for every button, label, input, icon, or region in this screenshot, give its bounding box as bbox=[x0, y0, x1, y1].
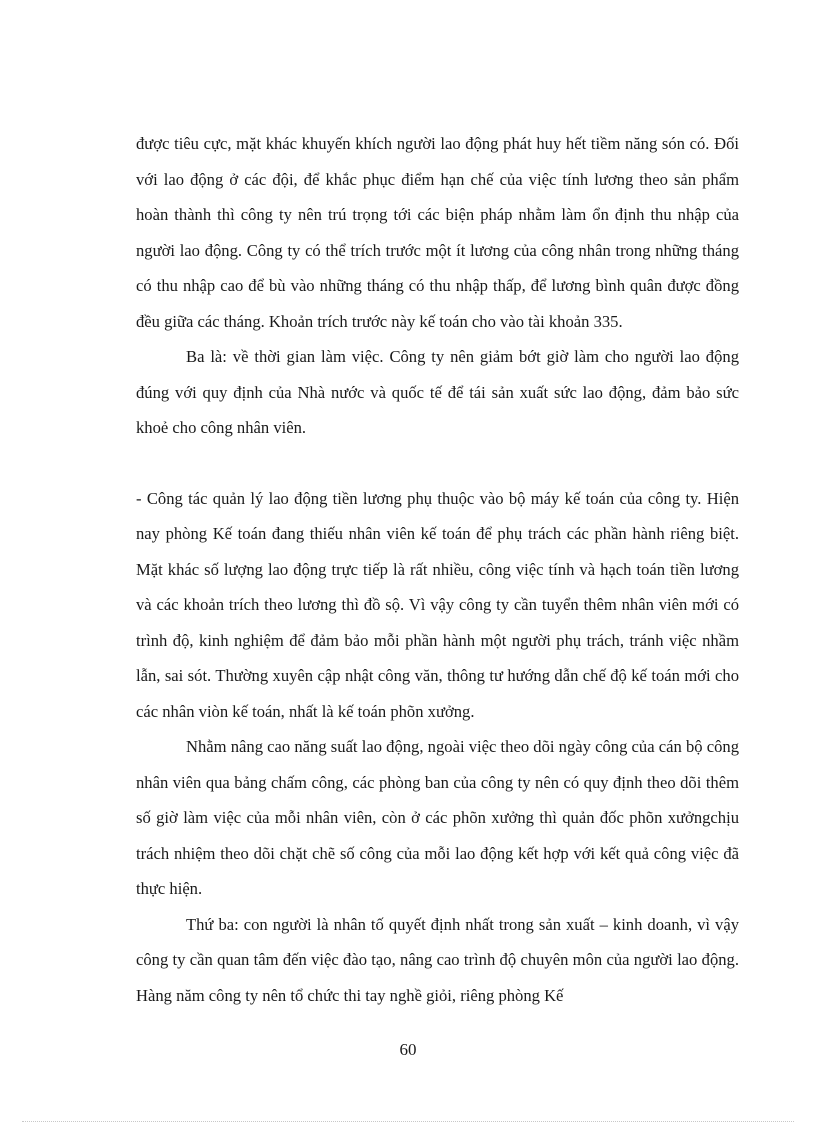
paragraph-human-factor: Thứ ba: con người là nhân tố quyết định nhất trong sản xuất – kinh doanh, vì vậy công ty cần quan tâm đến việc đào tạo, nâng cao trình độ chuyên môn của người lao động. Hàng năm công ty nên tổ chức thi tay nghề giỏi, riêng phòng Kế bbox=[136, 914, 739, 1005]
page-number: 60 bbox=[399, 1040, 417, 1059]
document-body bbox=[136, 126, 739, 1013]
page-bottom-divider bbox=[22, 1121, 794, 1122]
paragraph-continued-intro: được tiêu cực, mặt khác khuyến khích người lao động phát huy hết tiềm năng són có. Đối với lao động ở các đội, để khắc phục điểm hạn chế của việc tính lương theo sản phẩm hoàn thành thì công ty nên trú trọng tới các biện pháp nhằm làm ổn định thu nhập của người lao động. Công ty có thể trích trước một ít lương của công nhân trong những tháng có thu nhập cao để bù vào những tháng có thu nhập thấp, để lương bình quân được đồng đều giữa các tháng. Khoản trích trước này kế toán cho vào tài khoản 335. bbox=[136, 134, 739, 331]
paragraph-working-time: Ba là: về thời gian làm việc. Công ty nên giảm bớt giờ làm cho người lao động đúng với quy định của Nhà nước và quốc tế để tái sản xuất sức lao động, đảm bảo sức khoẻ cho công nhân viên. bbox=[136, 347, 739, 437]
paragraph-productivity: Nhằm nâng cao năng suất lao động, ngoài việc theo dõi ngày công của cán bộ công nhân viên qua bảng chấm công, các phòng ban của công ty nên có quy định theo dõi thêm số giờ làm việc của mỗi nhân viên, còn ở các phõn xưởng thì quản đốc phõn xưởngchịu trách nhiệm theo dõi chặt chẽ số công của mỗi lao động kết hợp với kết quả công việc đã thực hiện. bbox=[136, 737, 739, 898]
paragraph-accounting-staff: - Công tác quản lý lao động tiền lương phụ thuộc vào bộ máy kế toán của công ty. Hiện nay phòng Kế toán đang thiếu nhân viên kế toán để phụ trách các phần hành riêng biệt. Mặt khác số lượng lao động trực tiếp là rất nhiều, công việc tính và hạch toán tiền lương và các khoản trích theo lương thì đồ sộ. Vì vậy công ty cần tuyển thêm nhân viên mới có trình độ, kinh nghiệm để đảm bảo mỗi phần hành một người phụ trách, tránh việc nhầm lẫn, sai sót. Thường xuyên cập nhật công văn, thông tư hướng dẫn chế độ kế toán mới cho các nhân viòn kế toán, nhất là kế toán phõn xưởng. bbox=[136, 488, 739, 721]
